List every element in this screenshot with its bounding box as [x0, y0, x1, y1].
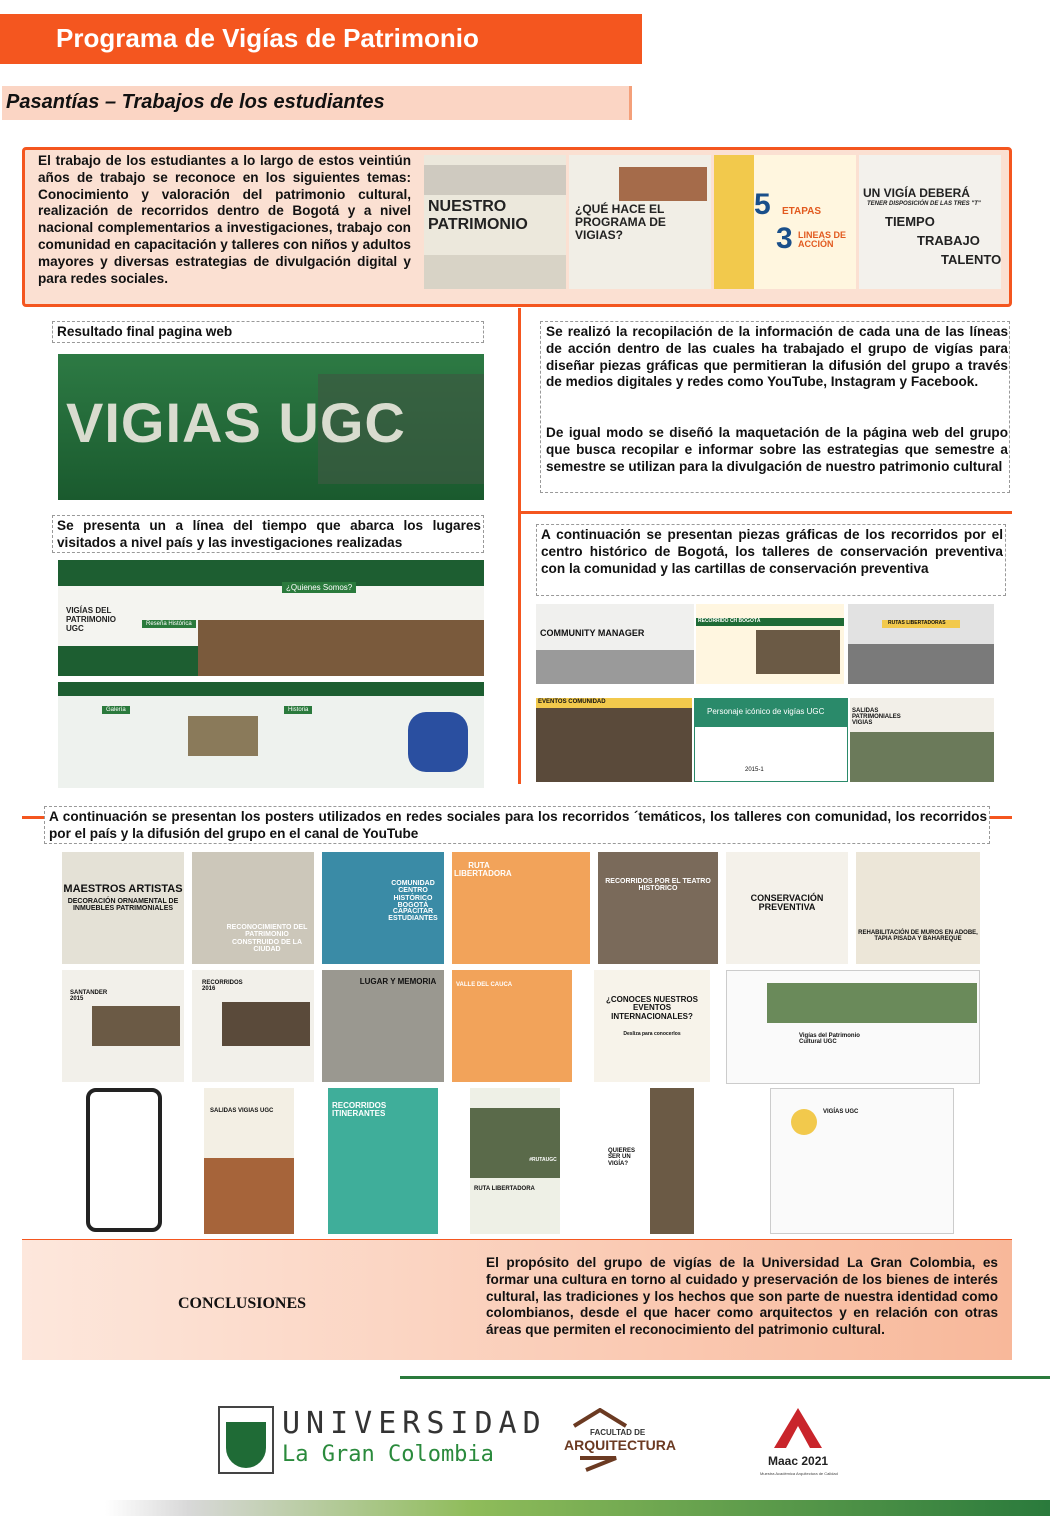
poster-valle [452, 970, 572, 1082]
poster-comunidad-sub: CAPACITAR ESTUDIANTES [388, 908, 438, 923]
thumb-heading: UN VIGÍA DEBERÁ [863, 186, 970, 200]
poster-rehabilitacion [856, 852, 980, 964]
poster-santander-photo [92, 1006, 180, 1046]
thumb-photo [619, 167, 707, 201]
poster-maestros-sub: DECORACIÓN ORNAMENTAL DE INMUEBLES PATRIMONIALES [67, 898, 179, 913]
poster-reconocimiento [192, 852, 314, 964]
maac-subtitle: Muestra Académica Arquitectura de Calidad [760, 1471, 838, 1476]
poster-recorridos-2016-photo [222, 1002, 310, 1046]
poster-maestros [62, 852, 184, 964]
poster-comunidad-title: COMUNIDAD CENTRO HISTÓRICO BOGOTÁ [391, 880, 435, 910]
piece-salidas-photos [850, 732, 994, 782]
timeline-historia-tag: Historia [284, 706, 312, 714]
thumb-yellow-band [714, 155, 754, 289]
thumb-t3: TALENTO [941, 252, 1001, 267]
poster-recorridos-2016 [192, 970, 314, 1082]
thumb-t1: TIEMPO [885, 214, 935, 229]
poster-salidas-image [204, 1158, 294, 1234]
thumb-photo-strip [424, 165, 566, 195]
timeline-photo [198, 620, 484, 676]
timeline-label: Se presenta un a línea del tiempo que abarca los lugares visitados a nivel país y las investigaciones realizadas [57, 518, 481, 550]
web-label-box [52, 321, 484, 343]
thumb-num-2: 3 [776, 222, 793, 255]
faculty-roof-icon [570, 1408, 630, 1428]
timeline-screen-2 [58, 682, 484, 788]
pieces-label: A continuación se presentan piezas gráficas de los recorridos por el centro histórico de Bogotá, los talleres de conservación preventiva con la comunidad y las cartillas de conservación preventiva [541, 527, 1003, 576]
subtitle-banner [2, 86, 632, 120]
poster-lugar-memoria-title: LUGAR Y MEMORIA [359, 977, 437, 986]
page-subtitle: Pasantías – Trabajos de los estudiantes [6, 91, 385, 113]
thumb-etapas [714, 155, 856, 289]
poster-facebook-title: Vigías del Patrimonio Cultural UGC [799, 1033, 860, 1046]
university-crest-icon [218, 1406, 274, 1474]
poster-salidas-title: SALIDAS VIGIAS UGC [210, 1108, 274, 1114]
piece-rutas [848, 604, 994, 684]
conclusions-text: El propósito del grupo de vigías de la Universidad La Gran Colombia, es formar una cultura en torno al cuidado y preservación de los bienes de interés cultural, las tradiciones y los hechos que son parte de nuestra identidad como colombianos, desde el que hacer como arquitectos y en relación con otras áreas que permiten el reconocimiento del patrimonio cultural. [486, 1255, 998, 1338]
web-banner [58, 354, 484, 500]
poster-comunidad [322, 852, 444, 964]
poster-ruta-libertadora [470, 1088, 560, 1234]
timeline-label-box [52, 515, 484, 553]
intro-text: El trabajo de los estudiantes a lo largo de estos veintiún años de trabajo se reconoce en los siguientes temas: Conocimiento y valoración del patrimonio cultural, realización de recorridos dentro de Bogotá y a nivel nacional complementarios a investigaciones, trabajo con comunidad en capacitación y talleres con niños y adultos mayores y diversas estrategias de divulgación digital y para redes sociales. [38, 153, 411, 286]
poster-quieres-title: QUIERES SER UN VIGÍA? [608, 1148, 636, 1167]
maac-logo-icon [772, 1406, 824, 1450]
thumb-que-hace [569, 155, 711, 289]
thumb-lineas-label: LINEAS DE ACCIÓN [798, 230, 847, 250]
piece-personaje-label: Personaje icónico de vigías UGC [707, 707, 825, 716]
thumb-etapas-label: ETAPAS [782, 206, 822, 217]
thumb-label-1: ¿QUÉ HACE EL [575, 202, 665, 216]
poster-salidas [204, 1088, 294, 1234]
piece-personaje [694, 698, 848, 782]
timeline-quienes-tag: ¿Quienes Somos? [282, 582, 356, 593]
piece-rutas-sketch [848, 644, 994, 684]
web-description-box [540, 321, 1010, 493]
poster-ruta-photo [470, 1108, 560, 1178]
web-label: Resultado final pagina web [57, 324, 233, 339]
poster-ruta-map [452, 852, 590, 964]
poster-facebook [726, 970, 980, 1084]
faculty-label-1: FACULTAD DE [590, 1428, 646, 1437]
title-banner [0, 14, 642, 64]
timeline-photo-2 [188, 716, 258, 756]
poster-teatro-title: RECORRIDOS POR EL TEATRO HISTÓRICO [605, 878, 711, 893]
timeline-screen-1 [58, 560, 484, 676]
pieces-label-box [536, 524, 1006, 596]
poster-facebook-cover [767, 983, 977, 1023]
poster-ruta-hashtag: #RUTAUGC [529, 1157, 557, 1163]
timeline-galeria-tag: Galería [102, 706, 130, 714]
web-description-1: Se realizó la recopilación de la información de cada una de las líneas de acción dentro de las cuales ha trabajado el grupo de vigías para diseñar piezas gráficas que permitieran la difusión del grupo a través de medios digitales y redes como YouTube, Instagram y Facebook. [546, 324, 1008, 390]
piece-community-label: COMMUNITY MANAGER [540, 628, 645, 638]
thumb-nuestro-patrimonio [424, 155, 566, 289]
poster-instagram-phone [86, 1088, 162, 1232]
thumb-label-3: VIGIAS? [575, 228, 624, 242]
poster-itinerantes [328, 1088, 438, 1234]
poster-ruta-title: RUTA LIBERTADORA [474, 1186, 535, 1192]
piece-rutas-label: RUTAS LIBERTADORAS [888, 620, 946, 626]
thumb-tres-t [859, 155, 1001, 289]
timeline-resena-tag: Reseña Histórica [142, 620, 196, 628]
vertical-divider-top [518, 308, 521, 513]
thumb-sketch [424, 255, 566, 289]
piece-personaje-year: 2015-1 [745, 767, 764, 773]
poster-santander [62, 970, 184, 1082]
piece-recorrido-label: RECORRIDO CH BOGOTÁ [698, 618, 761, 624]
university-name: UNIVERSIDAD [282, 1406, 547, 1441]
poster-instagram-profile [770, 1088, 954, 1234]
posters-label: A continuación se presentan los posters utilizados en redes sociales para los recorridos ´temáticos, los talleres con comunidad, los recorridos por el país y la difusión del grupo en el canal de YouTube [49, 809, 987, 841]
faculty-label-2: ARQUITECTURA [564, 1437, 676, 1453]
poster-valle-title: VALLE DEL CAUCA [456, 982, 513, 988]
thumb-label-2: PATRIMONIO [428, 216, 528, 233]
conclusions-heading: CONCLUSIONES [178, 1295, 307, 1312]
poster-recorridos-2016-title: RECORRIDOS 2016 [202, 980, 243, 993]
poster-lugar-memoria [322, 970, 444, 1082]
piece-recorrido-photo [756, 630, 840, 674]
poster-itinerantes-title: RECORRIDOS ITINERANTES [332, 1101, 387, 1119]
page-title: Programa de Vigías de Patrimonio [56, 23, 479, 53]
poster-conservacion [726, 852, 848, 964]
footer-divider [400, 1376, 1050, 1379]
faculty-base-icon [576, 1456, 636, 1472]
piece-salidas-label: SALIDAS PATRIMONIALES VIGIAS [852, 708, 901, 726]
poster-ruta-map-title: RUTA LIBERTADORA [454, 861, 512, 879]
poster-reconocimiento-title: RECONOCIMIENTO DEL PATRIMONIO CONSTRUIDO DE LA CIUDAD [226, 924, 308, 954]
poster-maestros-title: MAESTROS ARTISTAS [63, 883, 183, 895]
piece-eventos [536, 698, 692, 782]
piece-salidas [850, 698, 994, 782]
thumb-t2: TRABAJO [917, 233, 980, 248]
poster-eventos-intl-title: ¿CONOCES NUESTROS EVENTOS INTERNACIONALES? [605, 995, 698, 1021]
vertical-divider-bottom [518, 512, 521, 784]
piece-recorrido [696, 604, 844, 684]
timeline-map [408, 712, 468, 772]
posters-label-box [44, 806, 990, 844]
poster-rehabilitacion-title: REHABILITACIÓN DE MUROS EN ADOBE, TAPIA PISADA Y BAHAREQUE [858, 930, 978, 943]
timeline-nav [58, 682, 484, 696]
poster-eventos-intl-sub: Desliza para conocerlos [623, 1031, 681, 1037]
poster-teatro [598, 852, 718, 964]
piece-eventos-label: EVENTOS COMUNIDAD [538, 699, 606, 705]
web-description-2: De igual modo se diseñó la maquetación de la página web del grupo que busca recopilar e informar sobre las estrategias que semestre a semestre se utilizan para la divulgación de nuestro patrimonio cultural [546, 425, 1008, 474]
poster-instagram-avatar [791, 1109, 817, 1135]
poster-quieres-photo [650, 1088, 694, 1234]
horizontal-divider-mid [518, 511, 1012, 514]
poster-santander-title: SANTANDER 2015 [70, 990, 108, 1003]
university-subname: La Gran Colombia [282, 1442, 494, 1467]
bottom-bar [0, 1500, 1050, 1516]
maac-title: Maac 2021 [768, 1454, 829, 1468]
piece-community-sketch [536, 650, 694, 684]
poster-conservacion-title: CONSERVACIÓN PREVENTIVA [750, 893, 824, 913]
poster-instagram-title: VIGÍAS UGC [823, 1109, 859, 1115]
thumb-num-1: 5 [754, 188, 771, 221]
timeline-site-title: VIGÍAS DEL PATRIMONIO UGC [66, 606, 116, 633]
crest-shield-icon [226, 1422, 266, 1468]
poster-quieres-ser [604, 1088, 694, 1234]
thumb-sub: TENER DISPOSICIÓN DE LAS TRES "T" [867, 201, 981, 207]
web-banner-title: VIGIAS UGC [66, 391, 406, 454]
thumb-label-2: PROGRAMA DE [575, 215, 666, 229]
thumb-label-1: NUESTRO [428, 198, 507, 215]
poster-eventos-intl [594, 970, 710, 1082]
piece-community-manager [536, 604, 694, 684]
